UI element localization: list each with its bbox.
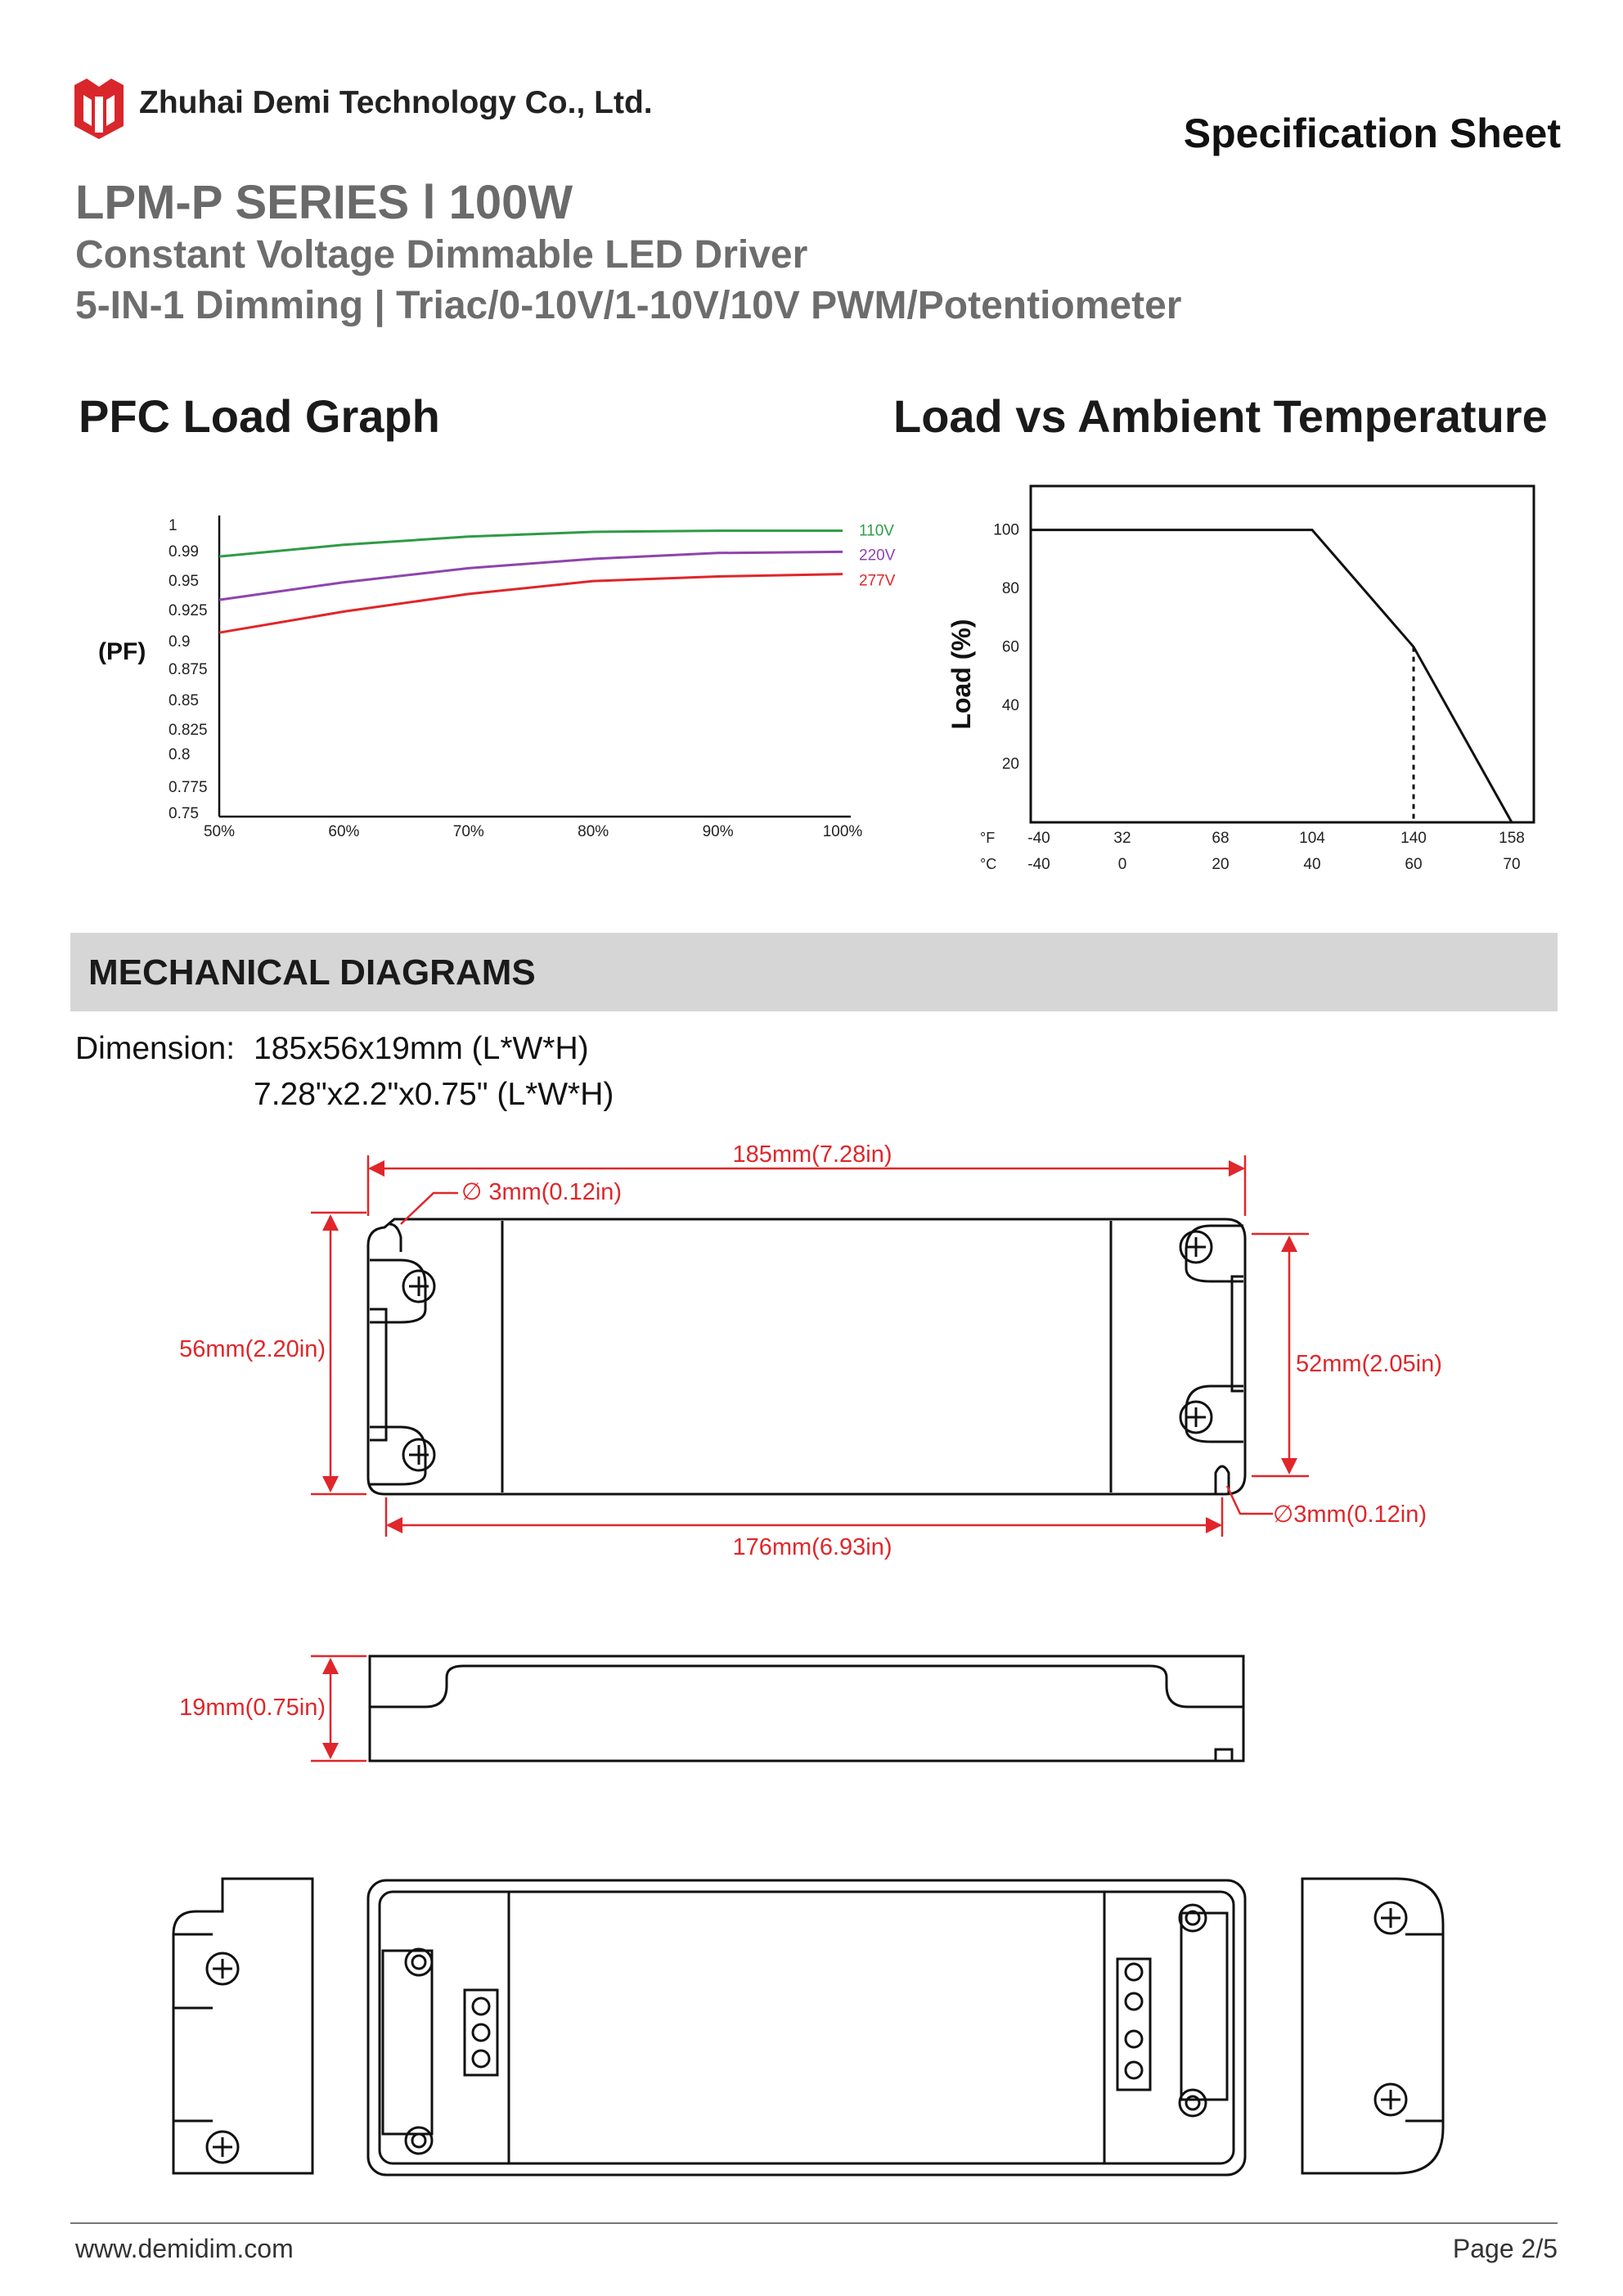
temp-y-tick-label: 100	[993, 521, 1019, 539]
temp-x-tick-c: 0	[1117, 856, 1127, 873]
temp-x-tick-f: -40	[1027, 830, 1050, 847]
pfc-y-tick-label: 0.75	[169, 805, 199, 822]
temp-x-tick-f: 32	[1113, 830, 1131, 847]
pfc-x-tick-label: 60%	[328, 823, 360, 840]
pfc-y-axis-title: (PF)	[98, 638, 146, 665]
temp-x-tick-f: 104	[1299, 830, 1325, 847]
dimension-mm: 185x56x19mm (L*W*H)	[254, 1031, 589, 1066]
temp-y-tick-label: 80	[1001, 580, 1019, 598]
height-label: 19mm(0.75in)	[179, 1695, 326, 1721]
temp-section-title: Load vs Ambient Temperature	[893, 390, 1548, 442]
screw-icon	[406, 1905, 1206, 2154]
temp-y-tick-label: 20	[1001, 755, 1019, 773]
sheet-title: Specification Sheet	[1183, 110, 1561, 156]
temp-y-tick-label: 40	[1001, 697, 1019, 715]
temp-x-tick-f: 68	[1212, 830, 1230, 847]
pfc-y-tick-label: 0.925	[169, 602, 208, 619]
end-cap-left-outline	[173, 1879, 312, 2173]
pfc-legend-220V: 220V	[859, 547, 896, 565]
temp-celsius-unit: °C	[980, 856, 997, 872]
pfc-y-tick-label: 0.9	[169, 633, 191, 651]
pfc-legend-110V: 110V	[859, 522, 894, 540]
series-title: LPM-P SERIES l 100W	[75, 176, 573, 229]
product-subtitle: Constant Voltage Dimmable LED Driver	[75, 233, 808, 277]
screw-icon	[207, 1953, 238, 2163]
temp-fahrenheit-unit: °F	[980, 830, 996, 846]
temp-x-tick-f: 158	[1499, 830, 1525, 847]
pfc-section-title: PFC Load Graph	[79, 390, 440, 442]
side-view-outline	[370, 1656, 1243, 1761]
mechanical-section-title: MECHANICAL DIAGRAMS	[88, 952, 536, 993]
pfc-legend-277V: 277V	[859, 572, 896, 590]
temp-x-tick-c: 70	[1503, 856, 1521, 873]
dimming-subtitle: 5-IN-1 Dimming | Triac/0-10V/1-10V/10V PWM/Potentiometer	[75, 284, 1182, 327]
mount-height-label: 52mm(2.05in)	[1296, 1351, 1442, 1377]
temp-x-tick-c: 60	[1405, 856, 1423, 873]
dimension-label: Dimension:	[75, 1031, 236, 1066]
mount-length-label: 176mm(6.93in)	[732, 1534, 892, 1560]
temp-y-axis-title: Load (%)	[946, 619, 976, 730]
pfc-x-tick-label: 50%	[203, 823, 236, 840]
temp-x-tick-f: 140	[1400, 830, 1427, 847]
pfc-y-tick-label: 0.8	[169, 746, 191, 763]
pfc-x-tick-label: 90%	[702, 823, 734, 840]
pfc-y-tick-label: 1	[169, 517, 178, 534]
pfc-y-tick-label: 0.775	[169, 779, 208, 796]
pfc-x-tick-label: 80%	[578, 823, 609, 840]
temp-x-tick-c: 40	[1303, 856, 1321, 873]
top-view-outline	[368, 1219, 1245, 1494]
hole-bottom-label: ∅3mm(0.12in)	[1273, 1501, 1427, 1528]
pfc-y-tick-label: 0.95	[169, 573, 199, 590]
pfc-y-tick-label: 0.825	[169, 722, 208, 739]
hole-top-label: ∅ 3mm(0.12in)	[461, 1179, 623, 1205]
footer-page: Page 2/5	[1452, 2234, 1558, 2263]
company-name: Zhuhai Demi Technology Co., Ltd.	[139, 85, 653, 120]
pfc-y-tick-label: 0.99	[169, 543, 199, 560]
footer-website[interactable]: www.demidim.com	[75, 2234, 294, 2263]
temp-x-tick-c: 20	[1212, 856, 1230, 873]
temp-y-tick-label: 60	[1001, 638, 1019, 656]
pfc-x-tick-label: 100%	[822, 823, 863, 840]
dimension-in: 7.28"x2.2"x0.75" (L*W*H)	[254, 1077, 614, 1112]
screw-icon	[403, 1231, 1212, 1470]
temp-x-tick-c: -40	[1027, 856, 1050, 873]
screw-icon	[1375, 1902, 1406, 2115]
pfc-y-tick-label: 0.875	[169, 661, 208, 678]
pfc-y-tick-label: 0.85	[169, 692, 199, 709]
width-label: 56mm(2.20in)	[179, 1336, 326, 1362]
open-assembly-outline	[368, 1880, 1245, 2175]
length-label: 185mm(7.28in)	[732, 1141, 892, 1168]
pfc-x-tick-label: 70%	[452, 823, 484, 840]
end-cap-right-outline	[1302, 1879, 1443, 2173]
footer-divider	[70, 2222, 1558, 2224]
